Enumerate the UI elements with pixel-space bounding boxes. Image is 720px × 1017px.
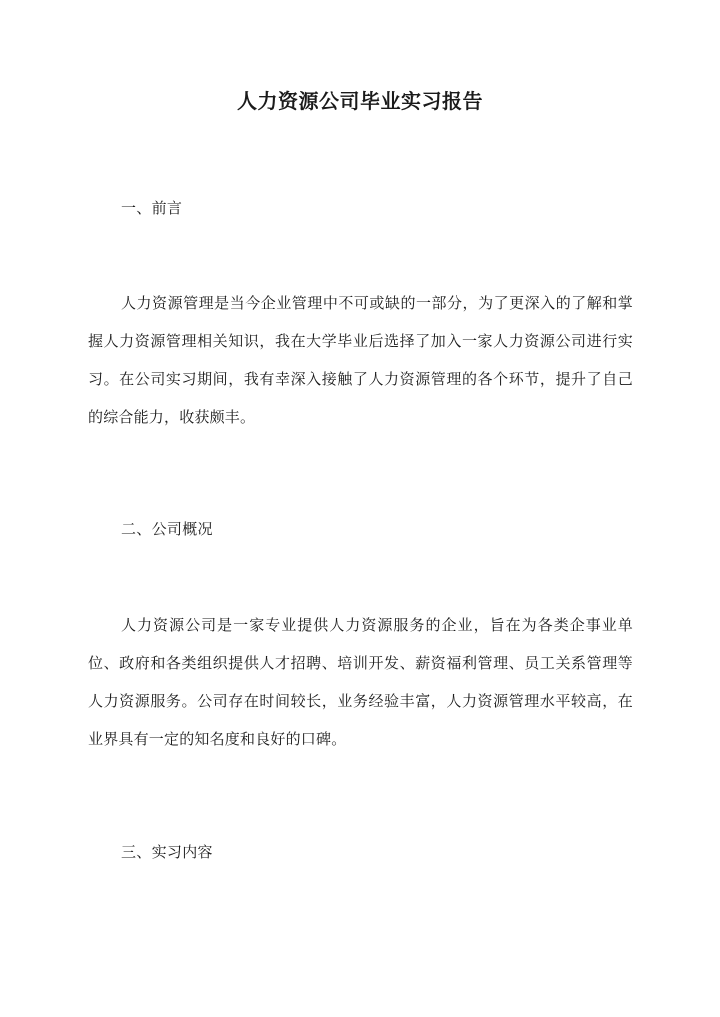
section-heading-preface: 一、前言 bbox=[121, 199, 183, 217]
section-heading-internship-content: 三、实习内容 bbox=[121, 843, 213, 861]
section-paragraph-preface: 人力资源管理是当今企业管理中不可或缺的一部分，为了更深入的了解和掌握人力资源管理相关知识，我在大学毕业后选择了加入一家人力资源公司进行实习。在公司实习期间，我有幸深入接触了人力资源管理的各个环节，提升了自己的综合能力，收获颇丰。 bbox=[88, 294, 633, 426]
section-paragraph-company-overview: 人力资源公司是一家专业提供人力资源服务的企业，旨在为各类企事业单位、政府和各类组织提供人才招聘、培训开发、薪资福利管理、员工关系管理等人力资源服务。公司存在时间较长，业务经验丰富，人力资源管理水平较高，在业界具有一定的知名度和良好的口碑。 bbox=[88, 616, 633, 748]
document-title: 人力资源公司毕业实习报告 bbox=[237, 89, 483, 113]
section-heading-company-overview: 二、公司概况 bbox=[121, 520, 213, 538]
